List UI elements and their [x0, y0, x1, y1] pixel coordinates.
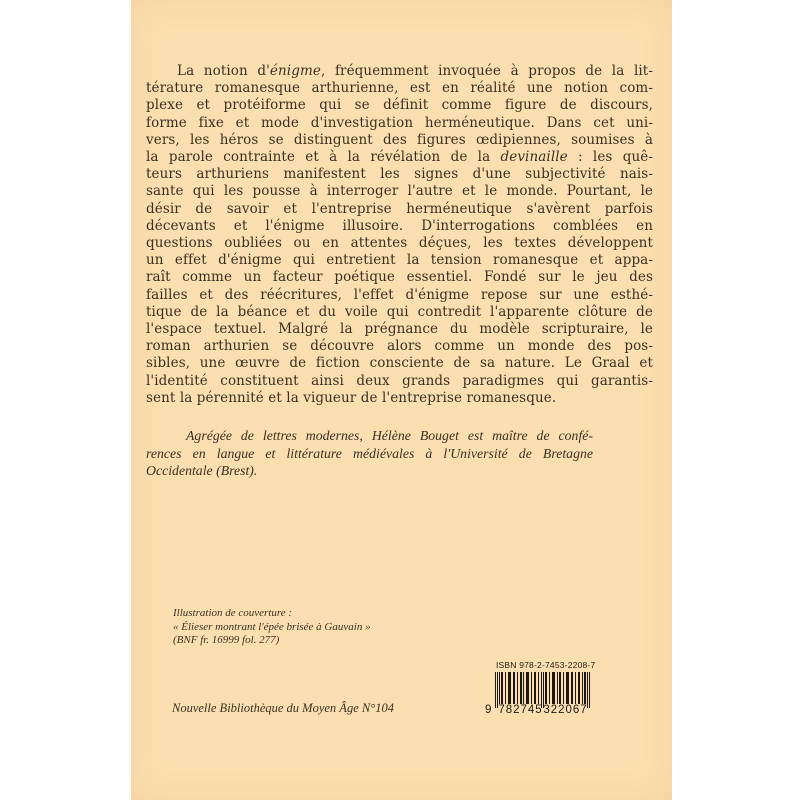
synopsis-line: forme fixe et mode d'investigation herméneutique. Dans cet uni-	[146, 114, 653, 131]
synopsis-line: décevants et l'énigme illusoire. D'interrogations comblées en	[146, 217, 653, 234]
synopsis-line: l'espace textuel. Malgré la prégnance du modèle scripturaire, le	[146, 321, 653, 338]
synopsis-line: questions oubliées ou en attentes déçues, les textes développent	[146, 235, 653, 252]
cover-illustration-credit	[173, 607, 503, 648]
synopsis-line: La notion d'énigme, fréquemment invoquée à propos de la lit-	[177, 63, 653, 79]
illustration-credit-line: « Élieser montrant l'épée brisée à Gauvain »	[173, 620, 371, 633]
ean-digit-group-3: 322067	[543, 704, 588, 716]
book-back-cover	[131, 0, 672, 800]
synopsis-paragraph	[146, 63, 653, 407]
collection-series-label: Nouvelle Bibliothèque du Moyen Âge N°104	[172, 701, 394, 715]
synopsis-line: vers, les héros se distinguent des figures œdipiennes, soumises à	[146, 131, 653, 148]
ean-digit-group-1: 9	[485, 704, 492, 716]
synopsis-line: roman arthurien se découvre alors comme un monde des pos-	[146, 338, 653, 355]
synopsis-line: failles et des réécritures, l'effet d'énigme repose sur une esthé-	[146, 286, 653, 303]
author-bio-line: Occidentale (Brest).	[146, 463, 258, 478]
synopsis-line: un effet d'énigme qui entretient la tension romanesque et appa-	[146, 252, 653, 269]
isbn-label: ISBN 978-2-7453-2208-7	[496, 660, 596, 670]
synopsis-line: l'identité constituent ainsi deux grands paradigmes qui garantis-	[146, 372, 653, 389]
author-bio-line: Agrégée de lettres modernes, Hélène Bouget est maître de confé-	[186, 428, 593, 443]
synopsis-line: sibles, une œuvre de fiction consciente de sa nature. Le Graal et	[146, 355, 653, 372]
synopsis-line: teurs arthuriens manifestent les signes d'une subjectivité nais-	[146, 166, 653, 183]
synopsis-line: plexe et protéiforme qui se définit comme figure de discours,	[146, 97, 653, 114]
synopsis-line: désir de savoir et l'entreprise herméneutique s'avèrent parfois	[146, 200, 653, 217]
synopsis-line: raît comme un facteur poétique essentiel. Fondé sur le jeu des	[146, 269, 653, 286]
synopsis-line: sante qui les pousse à interroger l'autre et le monde. Pourtant, le	[146, 183, 653, 200]
synopsis-line: térature romanesque arthurienne, est en réalité une notion com-	[146, 80, 653, 97]
illustration-credit-line: (BNF fr. 16999 fol. 277)	[173, 634, 280, 646]
synopsis-line: sent la pérennité et la vigueur de l'entreprise romanesque.	[146, 389, 557, 406]
synopsis-line: la parole contrainte et à la révélation de la devinaille : les quê-	[146, 149, 653, 166]
author-bio	[146, 427, 593, 480]
illustration-credit-line: Illustration de couverture :	[173, 607, 293, 619]
author-bio-line: rences en langue et littérature médiévales à l'Université de Bretagne	[146, 445, 593, 461]
synopsis-line: tique de la béance et du voile qui contredit l'apparente clôture de	[146, 303, 653, 320]
ean-digit-group-2: 782745	[498, 704, 543, 716]
